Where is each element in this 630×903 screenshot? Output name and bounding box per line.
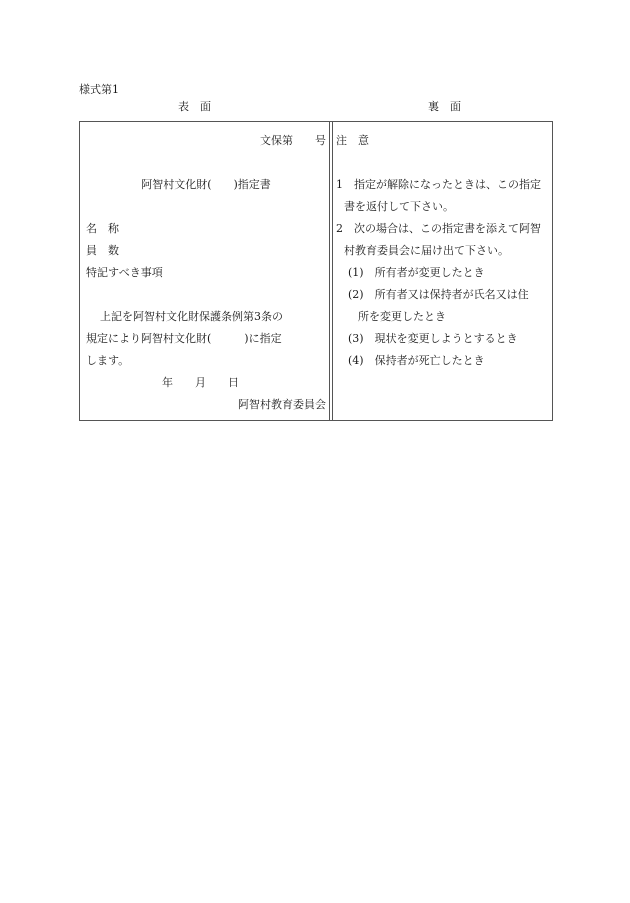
- note-2-line-1: 2 次の場合は、この指定書を添えて阿智: [336, 222, 541, 235]
- issuer-name: 阿智村教育委員会: [238, 398, 326, 411]
- date-line: 年 月 日: [162, 376, 239, 389]
- back-panel: [329, 121, 553, 421]
- note-item-3: (3) 現状を変更しようとするとき: [348, 332, 518, 345]
- body-text-line-2: 規定により阿智村文化財( )に指定: [86, 332, 282, 345]
- note-1-line-1: 1 指定が解除になったときは、この指定: [336, 178, 541, 191]
- front-side-heading: 表 面: [178, 100, 211, 113]
- count-label: 員 数: [86, 244, 119, 257]
- body-text-line-1: 上記を阿智村文化財保護条例第3条の: [100, 310, 283, 323]
- note-1-line-2: 書を返付して下さい。: [344, 200, 454, 213]
- document-number: 文保第 号: [260, 134, 326, 147]
- note-item-4: (4) 保持者が死亡したとき: [348, 354, 485, 367]
- front-panel: [79, 121, 333, 421]
- name-label: 名 称: [86, 222, 119, 235]
- note-2-line-2: 村教育委員会に届け出て下さい。: [344, 244, 509, 257]
- notice-heading: 注 意: [336, 134, 369, 147]
- note-item-1: (1) 所有者が変更したとき: [348, 266, 485, 279]
- special-notes-label: 特記すべき事項: [86, 266, 163, 279]
- note-item-2-line-2: 所を変更したとき: [358, 310, 446, 323]
- note-item-2-line-1: (2) 所有者又は保持者が氏名又は住: [348, 288, 529, 301]
- certificate-title: 阿智村文化財( )指定書: [141, 178, 271, 191]
- form-label: 様式第1: [79, 83, 119, 96]
- body-text-line-3: します。: [86, 354, 130, 367]
- back-side-heading: 裏 面: [428, 100, 461, 113]
